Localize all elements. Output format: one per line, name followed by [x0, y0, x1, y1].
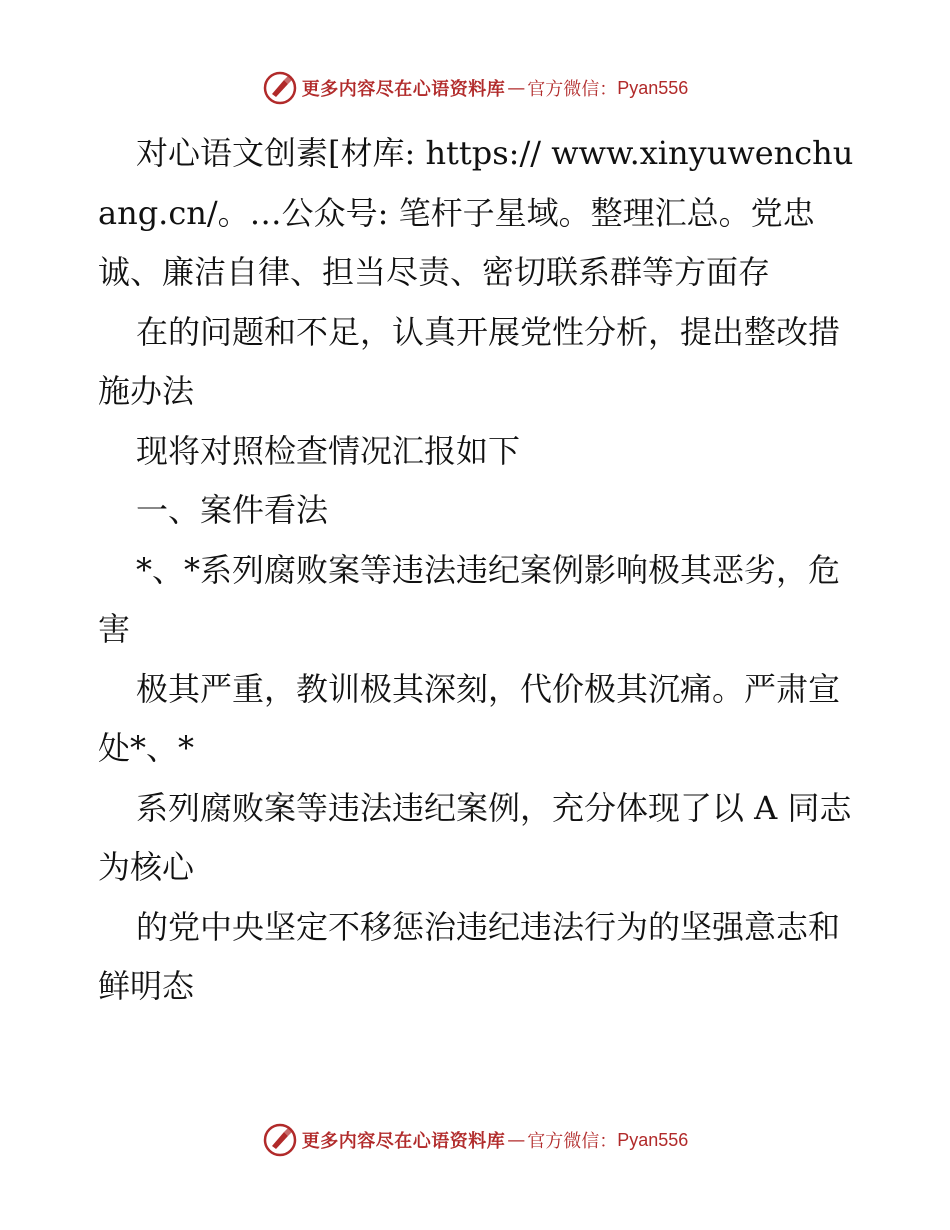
header-watermark: [0, 68, 950, 108]
paragraph: *、*系列腐败案等违法违纪案例影响极其恶劣，危害: [98, 550, 841, 648]
footer-watermark: [0, 1120, 950, 1160]
paragraph: 极其严重，教训极其深刻，代价极其沉痛。严肃宣处*、*: [98, 669, 841, 767]
paragraph: 在的问题和不足，认真开展党性分析，提出整改措施办法: [98, 312, 841, 410]
pen-seal-icon: [262, 1122, 298, 1158]
watermark-wechat-id: Pyan556: [617, 77, 689, 98]
document-body: [98, 124, 858, 1017]
watermark-wechat-label: 官方微信：: [527, 79, 618, 100]
watermark-dash: —: [507, 77, 526, 99]
paragraph: 系列腐败案等违法违纪案例，充分体现了以 A 同志为核心: [98, 788, 852, 886]
watermark-dash: —: [507, 1129, 526, 1151]
pen-seal-icon: [262, 70, 298, 106]
watermark-main-text: 更多内容尽在心语资料库: [301, 1131, 506, 1152]
watermark-wechat-label: 官方微信：: [527, 1131, 618, 1152]
paragraph: 对心语文创素[材库: https:// www.xinyuwenchuang.cn/。…公众号: 笔杆子星域。整理汇总。党忠诚、廉洁自律、担当尽责、密切联系群等方面存: [98, 134, 854, 291]
watermark-main-text: 更多内容尽在心语资料库: [301, 79, 506, 100]
paragraph: 现将对照检查情况汇报如下: [136, 431, 521, 470]
watermark-wechat-id: Pyan556: [617, 1129, 689, 1150]
paragraph: 的党中央坚定不移惩治违纪违法行为的坚强意志和鲜明态: [98, 907, 841, 1005]
section-heading: 一、案件看法: [136, 491, 329, 529]
